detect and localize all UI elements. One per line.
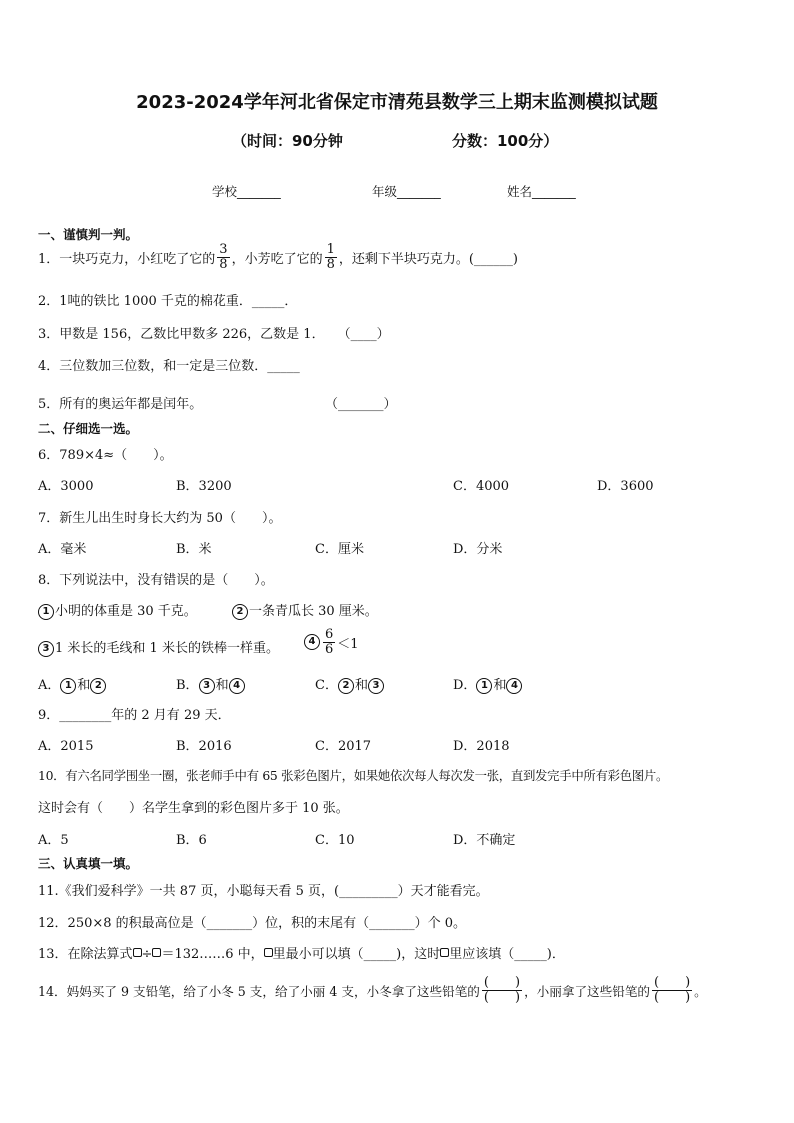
q7-option-b[interactable]: B．米 [176,542,212,557]
fraction-denominator: 6 [325,641,334,657]
question-6: 6．789×4≈（ ）。 [38,448,173,463]
q14-text: 14．妈妈买了 9 支铅笔，给了小冬 5 支，给了小丽 4 支，小冬拿了这些铅笔的 [38,983,480,999]
q10-option-a[interactable]: A．5 [38,833,69,848]
page-title: 2023-2024学年河北省保定市清苑县数学三上期末监测模拟试题 [136,92,658,113]
fraction-blank-2[interactable] [652,976,692,1004]
circled-number: 1 [476,678,492,694]
name-field[interactable]: 姓名_______ [507,184,576,199]
option-label: C． [315,678,338,693]
statement-text: 一条青瓜长 30 厘米。 [249,604,378,619]
box-placeholder-icon [133,948,142,957]
q6-option-b[interactable]: B．3200 [176,479,232,494]
question-8: 8．下列说法中，没有错误的是（ ）。 [38,573,274,588]
q8-statement-1 [38,600,197,620]
section-3-heading: 三、认真填一填。 [38,856,139,871]
section-1-heading: 一、谨慎判一判。 [38,227,139,242]
circled-number: 2 [232,604,248,620]
q7-option-c[interactable]: C．厘米 [315,542,364,557]
question-4: 4．三位数加三位数，和一定是三位数．_____ [38,359,300,374]
question-5: 5．所有的奥运年都是闰年。 [38,397,203,412]
q14-text: ，小丽拿了这些铅笔的 [524,983,650,999]
q1-text-a: 1．一块巧克力，小红吃了它的 [38,251,216,267]
fraction-1-8 [325,243,337,271]
q14-text: 。 [694,983,707,999]
question-11: 11.《我们爱科学》一共 87 页，小聪每天看 5 页，(_________）天才能看完。 [38,884,489,899]
exam-score: 分数：100分） [452,132,559,150]
fraction-numerator-blank[interactable]: ( ) [483,975,521,990]
q5-answer-blank[interactable]: （_______） [325,397,397,412]
q8-option-a[interactable] [38,674,107,694]
q9-option-c[interactable]: C．2017 [315,739,372,754]
question-10-line-2: 这时会有（ ）名学生拿到的彩色图片多于 10 张。 [38,801,349,816]
circled-number: 3 [368,678,384,694]
q9-option-b[interactable]: B．2016 [176,739,232,754]
question-9: 9．________年的 2 月有 29 天． [38,708,231,723]
q7-option-a[interactable]: A．毫米 [38,542,87,557]
question-14 [38,976,707,1004]
question-12: 12．250×8 的积最高位是（_______）位，积的末尾有（_______）个 0。 [38,916,467,931]
question-1 [38,243,518,271]
circled-number: 4 [304,634,320,650]
circled-number: 1 [38,604,54,620]
circled-number: 4 [229,678,245,694]
option-connector: 和 [493,678,507,693]
q8-statement-3 [38,637,279,657]
q6-option-a[interactable]: A．3000 [38,479,94,494]
fraction-numerator: 3 [219,242,228,257]
circled-number: 4 [506,678,522,694]
grade-field[interactable]: 年级_______ [372,184,441,199]
q10-option-d[interactable]: D．不确定 [453,833,516,848]
circled-number: 1 [60,678,76,694]
question-10-line-1: 10．有六名同学围坐一圈，张老师手中有 65 张彩色图片，如果她依次每人每次发一张，直到发完手中所有彩色图片。 [38,768,669,783]
q8-statement-2 [232,600,378,620]
circled-number: 2 [338,678,354,694]
circled-number: 3 [38,641,54,657]
fraction-denominator-blank[interactable]: ( ) [654,989,691,1005]
q10-option-b[interactable]: B．6 [176,833,207,848]
q7-option-d[interactable]: D．分米 [453,542,503,557]
q1-text-c: ，还剩下半块巧克力。(______) [338,251,519,267]
division-sign: ÷ [141,947,153,962]
box-placeholder-icon [264,948,273,957]
option-connector: 和 [77,678,91,693]
section-2-heading: 二、仔细选一选。 [38,421,139,436]
option-label: D． [453,678,477,693]
q8-option-d[interactable] [453,674,523,694]
fraction-blank-1[interactable] [482,976,522,1004]
option-label: A． [38,678,61,693]
fraction-numerator-blank[interactable]: ( ) [654,975,691,990]
fraction-numerator: 6 [325,627,334,642]
q13-text: ＝132……6 中， [161,947,264,962]
statement-text: 小明的体重是 30 千克。 [55,604,197,619]
fraction-numerator: 1 [326,242,335,257]
q9-option-a[interactable]: A．2015 [38,739,94,754]
fraction-denominator-blank[interactable]: ( ) [483,989,521,1005]
question-13 [38,943,565,962]
option-connector: 和 [354,678,368,693]
option-label: B． [176,678,199,693]
question-2: 2．1吨的铁比 1000 千克的棉花重．_____． [38,294,298,309]
q13-text: 里应该填（_____)． [449,947,565,962]
q8-option-c[interactable] [315,674,385,694]
q13-text: 里最小可以填（_____)，这时 [272,947,441,962]
statement-text: ＜1 [337,636,359,652]
fraction-denominator: 8 [326,256,335,272]
q8-statement-4 [304,628,359,656]
question-3: 3．甲数是 156，乙数比甲数多 226，乙数是 1． （____） [38,327,390,342]
circled-number: 2 [90,678,106,694]
option-connector: 和 [215,678,229,693]
statement-text: 1 米长的毛线和 1 米长的铁棒一样重。 [55,641,279,656]
q8-option-b[interactable] [176,674,246,694]
q9-option-d[interactable]: D．2018 [453,739,510,754]
fraction-denominator: 8 [219,256,228,272]
q10-option-c[interactable]: C．10 [315,833,355,848]
q1-text-b: ，小芳吃了它的 [231,251,323,267]
circled-number: 3 [199,678,215,694]
exam-time: （时间：90分钟 [232,132,343,150]
box-placeholder-icon [440,948,449,957]
fraction-6-6 [323,628,335,656]
school-field[interactable]: 学校_______ [212,184,281,199]
fraction-3-8 [217,243,229,271]
q6-option-d[interactable]: D．3600 [597,479,654,494]
question-7: 7．新生儿出生时身长大约为 50（ ）。 [38,511,282,526]
q6-option-c[interactable]: C．4000 [453,479,510,494]
q13-text: 13．在除法算式 [38,947,133,962]
